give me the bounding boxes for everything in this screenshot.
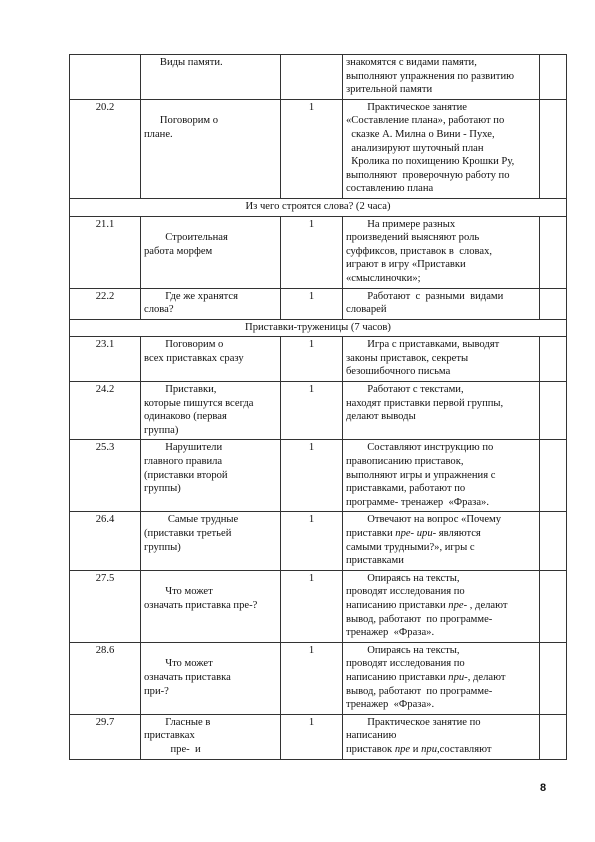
lesson-number: 24.2: [70, 382, 141, 440]
activity-line: Кролика по похищению Крошки Ру,: [346, 156, 515, 168]
notes-cell: [540, 216, 567, 288]
topic-line: группа): [144, 424, 179, 436]
lesson-number: 21.1: [70, 216, 141, 288]
activity-line: зрительной памяти: [346, 84, 433, 96]
activity-line: выполняют игры и упражнения с: [346, 469, 496, 481]
section-title: Из чего строятся слова? (2 часа): [70, 198, 567, 216]
lesson-topic: [141, 512, 281, 570]
italic-term: при-: [448, 671, 468, 683]
lesson-topic: [141, 288, 281, 319]
activity-line: законы приставок, секреты: [346, 352, 469, 364]
table-row: [70, 512, 567, 570]
activity-line: анализируют шуточный план: [346, 142, 484, 154]
topic-line: Самые трудные: [144, 514, 239, 526]
lesson-activity: [343, 288, 540, 319]
activity-line: приставками, работают по: [346, 483, 466, 495]
table-row: [70, 642, 567, 714]
table-row: [70, 440, 567, 512]
lesson-number: 29.7: [70, 714, 141, 759]
activity-text: проводят исследования по: [346, 586, 465, 598]
notes-cell: [540, 570, 567, 642]
topic-line: плане.: [144, 128, 173, 140]
activity-line: [346, 644, 536, 658]
activity-line: [346, 599, 536, 613]
topic-line: при-?: [144, 685, 169, 697]
lesson-activity: [343, 216, 540, 288]
lesson-number: [70, 55, 141, 100]
activity-text: , делают: [467, 671, 506, 683]
lesson-topic: [141, 337, 281, 382]
topic-line: Виды памяти.: [144, 57, 223, 68]
activity-line: [346, 554, 536, 568]
activity-line: безошибочного письма: [346, 366, 451, 378]
topic-line: Приставки,: [144, 384, 217, 396]
table-row: [70, 288, 567, 319]
topic-line: группы): [144, 541, 181, 553]
lesson-hours: 1: [281, 288, 343, 319]
italic-term: пре-: [448, 599, 468, 611]
content-table: [69, 54, 567, 760]
topic-line: означать приставка пре-?: [144, 599, 258, 611]
lesson-topic: [141, 55, 281, 100]
activity-text: Отвечают на вопрос «Почему: [346, 514, 502, 526]
activity-text: являются: [436, 528, 481, 539]
lesson-hours: 1: [281, 99, 343, 198]
activity-line: играют в игру «Приставки: [346, 259, 466, 271]
lesson-activity: [343, 382, 540, 440]
activity-line: [346, 743, 536, 757]
section-row: [70, 319, 567, 337]
topic-line: слова?: [144, 304, 174, 316]
table-row: [70, 382, 567, 440]
lesson-number: 25.3: [70, 440, 141, 512]
lesson-number: 26.4: [70, 512, 141, 570]
activity-line: [346, 585, 536, 599]
activity-text: Практическое занятие по: [346, 716, 481, 728]
topic-line: (приставки второй: [144, 469, 228, 481]
lesson-topic: [141, 440, 281, 512]
topic-line: которые пишутся всегда: [144, 397, 254, 409]
activity-line: знакомятся с видами памяти,: [346, 57, 477, 68]
notes-cell: [540, 440, 567, 512]
lesson-activity: [343, 714, 540, 759]
table-row: [70, 55, 567, 100]
lesson-activity: [343, 642, 540, 714]
lesson-hours: 1: [281, 512, 343, 570]
activity-text: тренажер «Фраза».: [346, 699, 435, 711]
activity-line: Практическое занятие: [346, 101, 467, 113]
topic-line: [144, 218, 277, 232]
lesson-activity: [343, 99, 540, 198]
topic-line: всех приставках сразу: [144, 352, 244, 364]
topic-line: одинаково (первая: [144, 411, 227, 423]
lesson-hours: 1: [281, 570, 343, 642]
activity-text: тренажер «Фраза».: [346, 627, 435, 639]
activity-line: [346, 541, 536, 555]
table-row: [70, 570, 567, 642]
lesson-number: 28.6: [70, 642, 141, 714]
activity-line: программе- тренажер «Фраза».: [346, 496, 489, 508]
topic-line: Нарушители: [144, 442, 223, 454]
section-title: Приставки-труженицы (7 часов): [70, 319, 567, 337]
notes-cell: [540, 642, 567, 714]
page-number: 8: [540, 782, 547, 794]
activity-line: [346, 613, 536, 627]
activity-line: [346, 657, 536, 671]
lesson-hours: 1: [281, 337, 343, 382]
activity-line: Составляют инструкцию по: [346, 442, 494, 454]
activity-line: находят приставки первой группы,: [346, 397, 504, 409]
activity-line: [346, 626, 536, 640]
lesson-topic: [141, 642, 281, 714]
topic-line: Поговорим о: [144, 339, 224, 351]
notes-cell: [540, 337, 567, 382]
topic-line: Строительная: [144, 232, 228, 244]
activity-line: На примере разных: [346, 218, 456, 230]
activity-line: словарей: [346, 304, 387, 316]
notes-cell: [540, 55, 567, 100]
activity-line: [346, 572, 536, 586]
lesson-activity: [343, 570, 540, 642]
activity-line: выполняют проверочную работу по: [346, 169, 510, 181]
lesson-number: 23.1: [70, 337, 141, 382]
activity-line: Игра с приставками, выводят: [346, 339, 500, 351]
activity-text: , делают: [467, 599, 508, 611]
activity-text: Опираясь на тексты,: [346, 572, 460, 584]
activity-line: [346, 685, 536, 699]
activity-text: проводят исследования по: [346, 658, 465, 670]
lesson-number: 22.2: [70, 288, 141, 319]
table-row: [70, 216, 567, 288]
activity-text: написанию: [346, 730, 397, 742]
activity-text: написанию приставки: [346, 599, 449, 611]
notes-cell: [540, 714, 567, 759]
lesson-topic: [141, 714, 281, 759]
lesson-number: 20.2: [70, 99, 141, 198]
section-row: [70, 198, 567, 216]
topic-line: означать приставка: [144, 671, 231, 683]
activity-line: Работают с текстами,: [346, 384, 464, 396]
lesson-number: 27.5: [70, 570, 141, 642]
activity-line: [346, 698, 536, 712]
topic-line: главного правила: [144, 456, 223, 468]
activity-line: «Составление плана», работают по: [346, 115, 505, 127]
topic-line: [144, 644, 277, 658]
topic-line: (приставки третьей: [144, 528, 232, 539]
activity-line: [346, 729, 536, 743]
activity-text: вывод, работают по программе-: [346, 613, 493, 625]
activity-text: приставки: [346, 528, 396, 539]
notes-cell: [540, 382, 567, 440]
activity-line: [346, 513, 536, 527]
topic-line: группы): [144, 483, 181, 495]
table-row: [70, 714, 567, 759]
lesson-topic: [141, 570, 281, 642]
notes-cell: [540, 288, 567, 319]
activity-text: Опираясь на тексты,: [346, 644, 460, 656]
activity-text: и: [410, 743, 422, 755]
activity-text: приставок: [346, 743, 395, 755]
italic-term: пре- ири-: [395, 528, 437, 539]
lesson-hours: 1: [281, 440, 343, 512]
lesson-topic: [141, 99, 281, 198]
lesson-hours: 1: [281, 216, 343, 288]
activity-line: делают выводы: [346, 411, 416, 423]
activity-text: вывод, работают по программе-: [346, 685, 493, 697]
topic-line: Что может: [144, 586, 213, 598]
lesson-topic: [141, 382, 281, 440]
topic-line: пре- и: [144, 743, 201, 755]
topic-line: Где же хранятся: [144, 290, 238, 302]
lesson-activity: [343, 440, 540, 512]
table-row: [70, 99, 567, 198]
topic-line: работа морфем: [144, 245, 213, 257]
italic-term: пре: [394, 743, 411, 755]
notes-cell: [540, 512, 567, 570]
activity-line: сказке А. Милна о Вини - Пухе,: [346, 128, 495, 140]
activity-line: суффиксов, приставок в словах,: [346, 245, 493, 257]
lesson-activity: [343, 512, 540, 570]
lesson-hours: 1: [281, 714, 343, 759]
lesson-activity: [343, 337, 540, 382]
activity-line: [346, 671, 536, 685]
activity-line: [346, 716, 536, 730]
table-row: [70, 337, 567, 382]
lesson-hours: [281, 55, 343, 100]
lesson-activity: [343, 55, 540, 100]
topic-line: Поговорим о: [144, 115, 219, 127]
activity-line: произведений выясняют роль: [346, 232, 480, 244]
topic-line: приставках: [144, 730, 195, 742]
topic-line: Что может: [144, 658, 213, 670]
activity-line: Работают с разными видами: [346, 290, 504, 302]
activity-line: «смыслиночки»;: [346, 272, 421, 284]
activity-text: приставками: [346, 555, 404, 567]
activity-line: [346, 527, 536, 541]
lesson-hours: 1: [281, 382, 343, 440]
lesson-topic: [141, 216, 281, 288]
topic-line: [144, 572, 277, 586]
topic-line: Гласные в: [144, 716, 211, 728]
activity-line: составлению плана: [346, 183, 434, 195]
italic-term: при,: [421, 743, 440, 755]
notes-cell: [540, 99, 567, 198]
activity-line: выполняют упражнения по развитию: [346, 70, 515, 82]
activity-line: правописанию приставок,: [346, 456, 464, 468]
topic-line: [144, 101, 277, 115]
lesson-hours: 1: [281, 642, 343, 714]
activity-text: составляют: [439, 743, 492, 755]
activity-text: самыми трудными?», игры с: [346, 541, 475, 553]
activity-text: написанию приставки: [346, 671, 449, 683]
